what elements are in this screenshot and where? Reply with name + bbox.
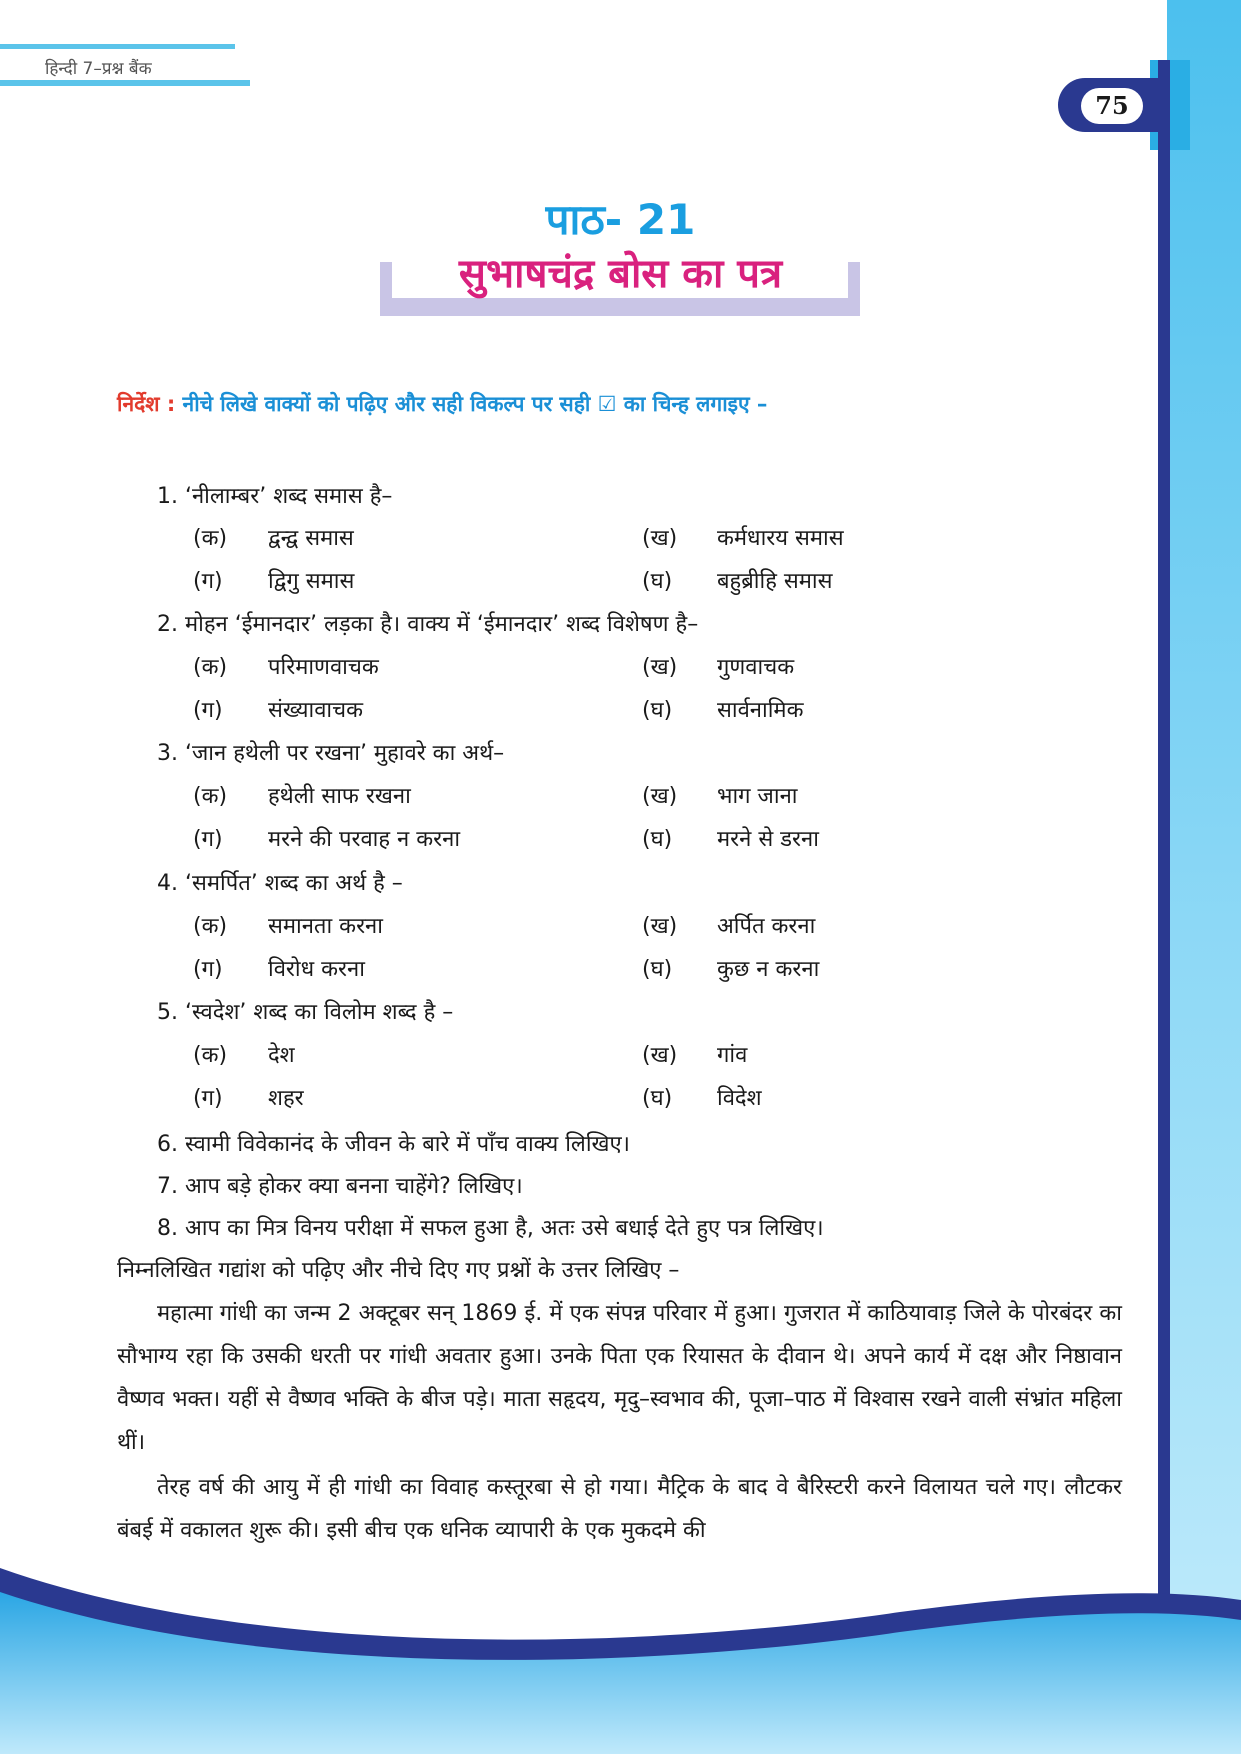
- option-1c[interactable]: (ग) द्विगु समास: [193, 569, 355, 594]
- option-5c[interactable]: (ग) शहर: [193, 1086, 304, 1111]
- option-3c[interactable]: (ग) मरने की परवाह न करना: [193, 827, 461, 852]
- option-4c[interactable]: (ग) विरोध करना: [193, 957, 365, 982]
- book-title: हिन्दी 7–प्रश्न बैंक: [45, 59, 152, 79]
- option-2c[interactable]: (ग) संख्यावाचक: [193, 698, 363, 723]
- option-4d[interactable]: (घ) कुछ न करना: [642, 957, 820, 982]
- option-4b[interactable]: (ख) अर्पित करना: [642, 914, 816, 939]
- header-accent-bar: [0, 44, 235, 49]
- question-6: 6. स्वामी विवेकानंद के जीवन के बारे में पाँच वाक्य लिखिए।: [157, 1132, 631, 1157]
- header-underline-bar: [0, 80, 250, 86]
- question-5: 5. ‘स्वदेश’ शब्द का विलोम शब्द है –: [157, 1000, 454, 1025]
- option-1b[interactable]: (ख) कर्मधारय समास: [642, 526, 844, 551]
- question-4: 4. ‘समर्पित’ शब्द का अर्थ है –: [157, 871, 403, 896]
- lesson-number: पाठ- 21: [545, 195, 696, 244]
- option-5d[interactable]: (घ) विदेश: [642, 1086, 762, 1111]
- question-7: 7. आप बड़े होकर क्या बनना चाहेंगे? लिखिए।: [157, 1174, 523, 1199]
- option-5b[interactable]: (ख) गांव: [642, 1043, 748, 1068]
- question-3: 3. ‘जान हथेली पर रखना’ मुहावरे का अर्थ–: [157, 741, 505, 766]
- passage-paragraph-2: तेरह वर्ष की आयु में ही गांधी का विवाह कस्तूरबा से हो गया। मैट्रिक के बाद वे बैरिस्टरी करने विलायत चले गए। लौटकर बंबई में वकालत शुरू की। इसी बीच एक धनिक व्यापारी के एक मुकदमे की: [117, 1475, 1122, 1543]
- option-1d[interactable]: (घ) बहुब्रीहि समास: [642, 569, 833, 594]
- instruction-text: नीचे लिखे वाक्यों को पढ़िए और सही विकल्प पर सही ☑ का चिन्ह लगाइए –: [182, 392, 768, 416]
- lesson-title: सुभाषचंद्र बोस का पत्र: [458, 251, 783, 297]
- option-3b[interactable]: (ख) भाग जाना: [642, 784, 798, 809]
- passage-paragraph-1: महात्मा गांधी का जन्म 2 अक्टूबर सन् 1869 ई. में एक संपन्न परिवार में हुआ। गुजरात में काठियावाड़ जिले के पोरबंदर का सौभाग्य रहा कि उसकी धरती पर गांधी अवतार हुआ। उनके पिता एक रियासत के दीवान थे। अपने कार्य में दक्ष और निष्ठावान वैष्णव भक्त। यहीं से वैष्णव भक्ति के बीज पड़े। माता सहृदय, मृदु–स्वभाव की, पूजा–पाठ में विश्वास रखने वाली संभ्रांत महिला थीं।: [117, 1301, 1122, 1455]
- option-2d[interactable]: (घ) सार्वनामिक: [642, 698, 804, 723]
- bottom-wave-decoration: [0, 1540, 1241, 1754]
- option-2b[interactable]: (ख) गुणवाचक: [642, 655, 795, 680]
- instruction-label: निर्देश :: [117, 392, 176, 416]
- option-5a[interactable]: (क) देश: [193, 1043, 295, 1068]
- question-8: 8. आप का मित्र विनय परीक्षा में सफल हुआ है, अतः उसे बधाई देते हुए पत्र लिखिए।: [157, 1216, 824, 1241]
- instruction: [117, 390, 767, 418]
- question-2: 2. मोहन ‘ईमानदार’ लड़का है। वाक्य में ‘ईमानदार’ शब्द विशेषण है–: [157, 612, 699, 637]
- question-1: 1. ‘नीलाम्बर’ शब्द समास है–: [157, 484, 393, 509]
- option-3a[interactable]: (क) हथेली साफ रखना: [193, 784, 411, 809]
- option-4a[interactable]: (क) समानता करना: [193, 914, 383, 939]
- page-number: 75: [1081, 88, 1143, 124]
- option-3d[interactable]: (घ) मरने से डरना: [642, 827, 819, 852]
- option-2a[interactable]: (क) परिमाणवाचक: [193, 655, 379, 680]
- option-1a[interactable]: (क) द्वन्द्व समास: [193, 526, 354, 551]
- passage-instruction: निम्नलिखित गद्यांश को पढ़िए और नीचे दिए गए प्रश्नों के उत्तर लिखिए –: [117, 1258, 680, 1283]
